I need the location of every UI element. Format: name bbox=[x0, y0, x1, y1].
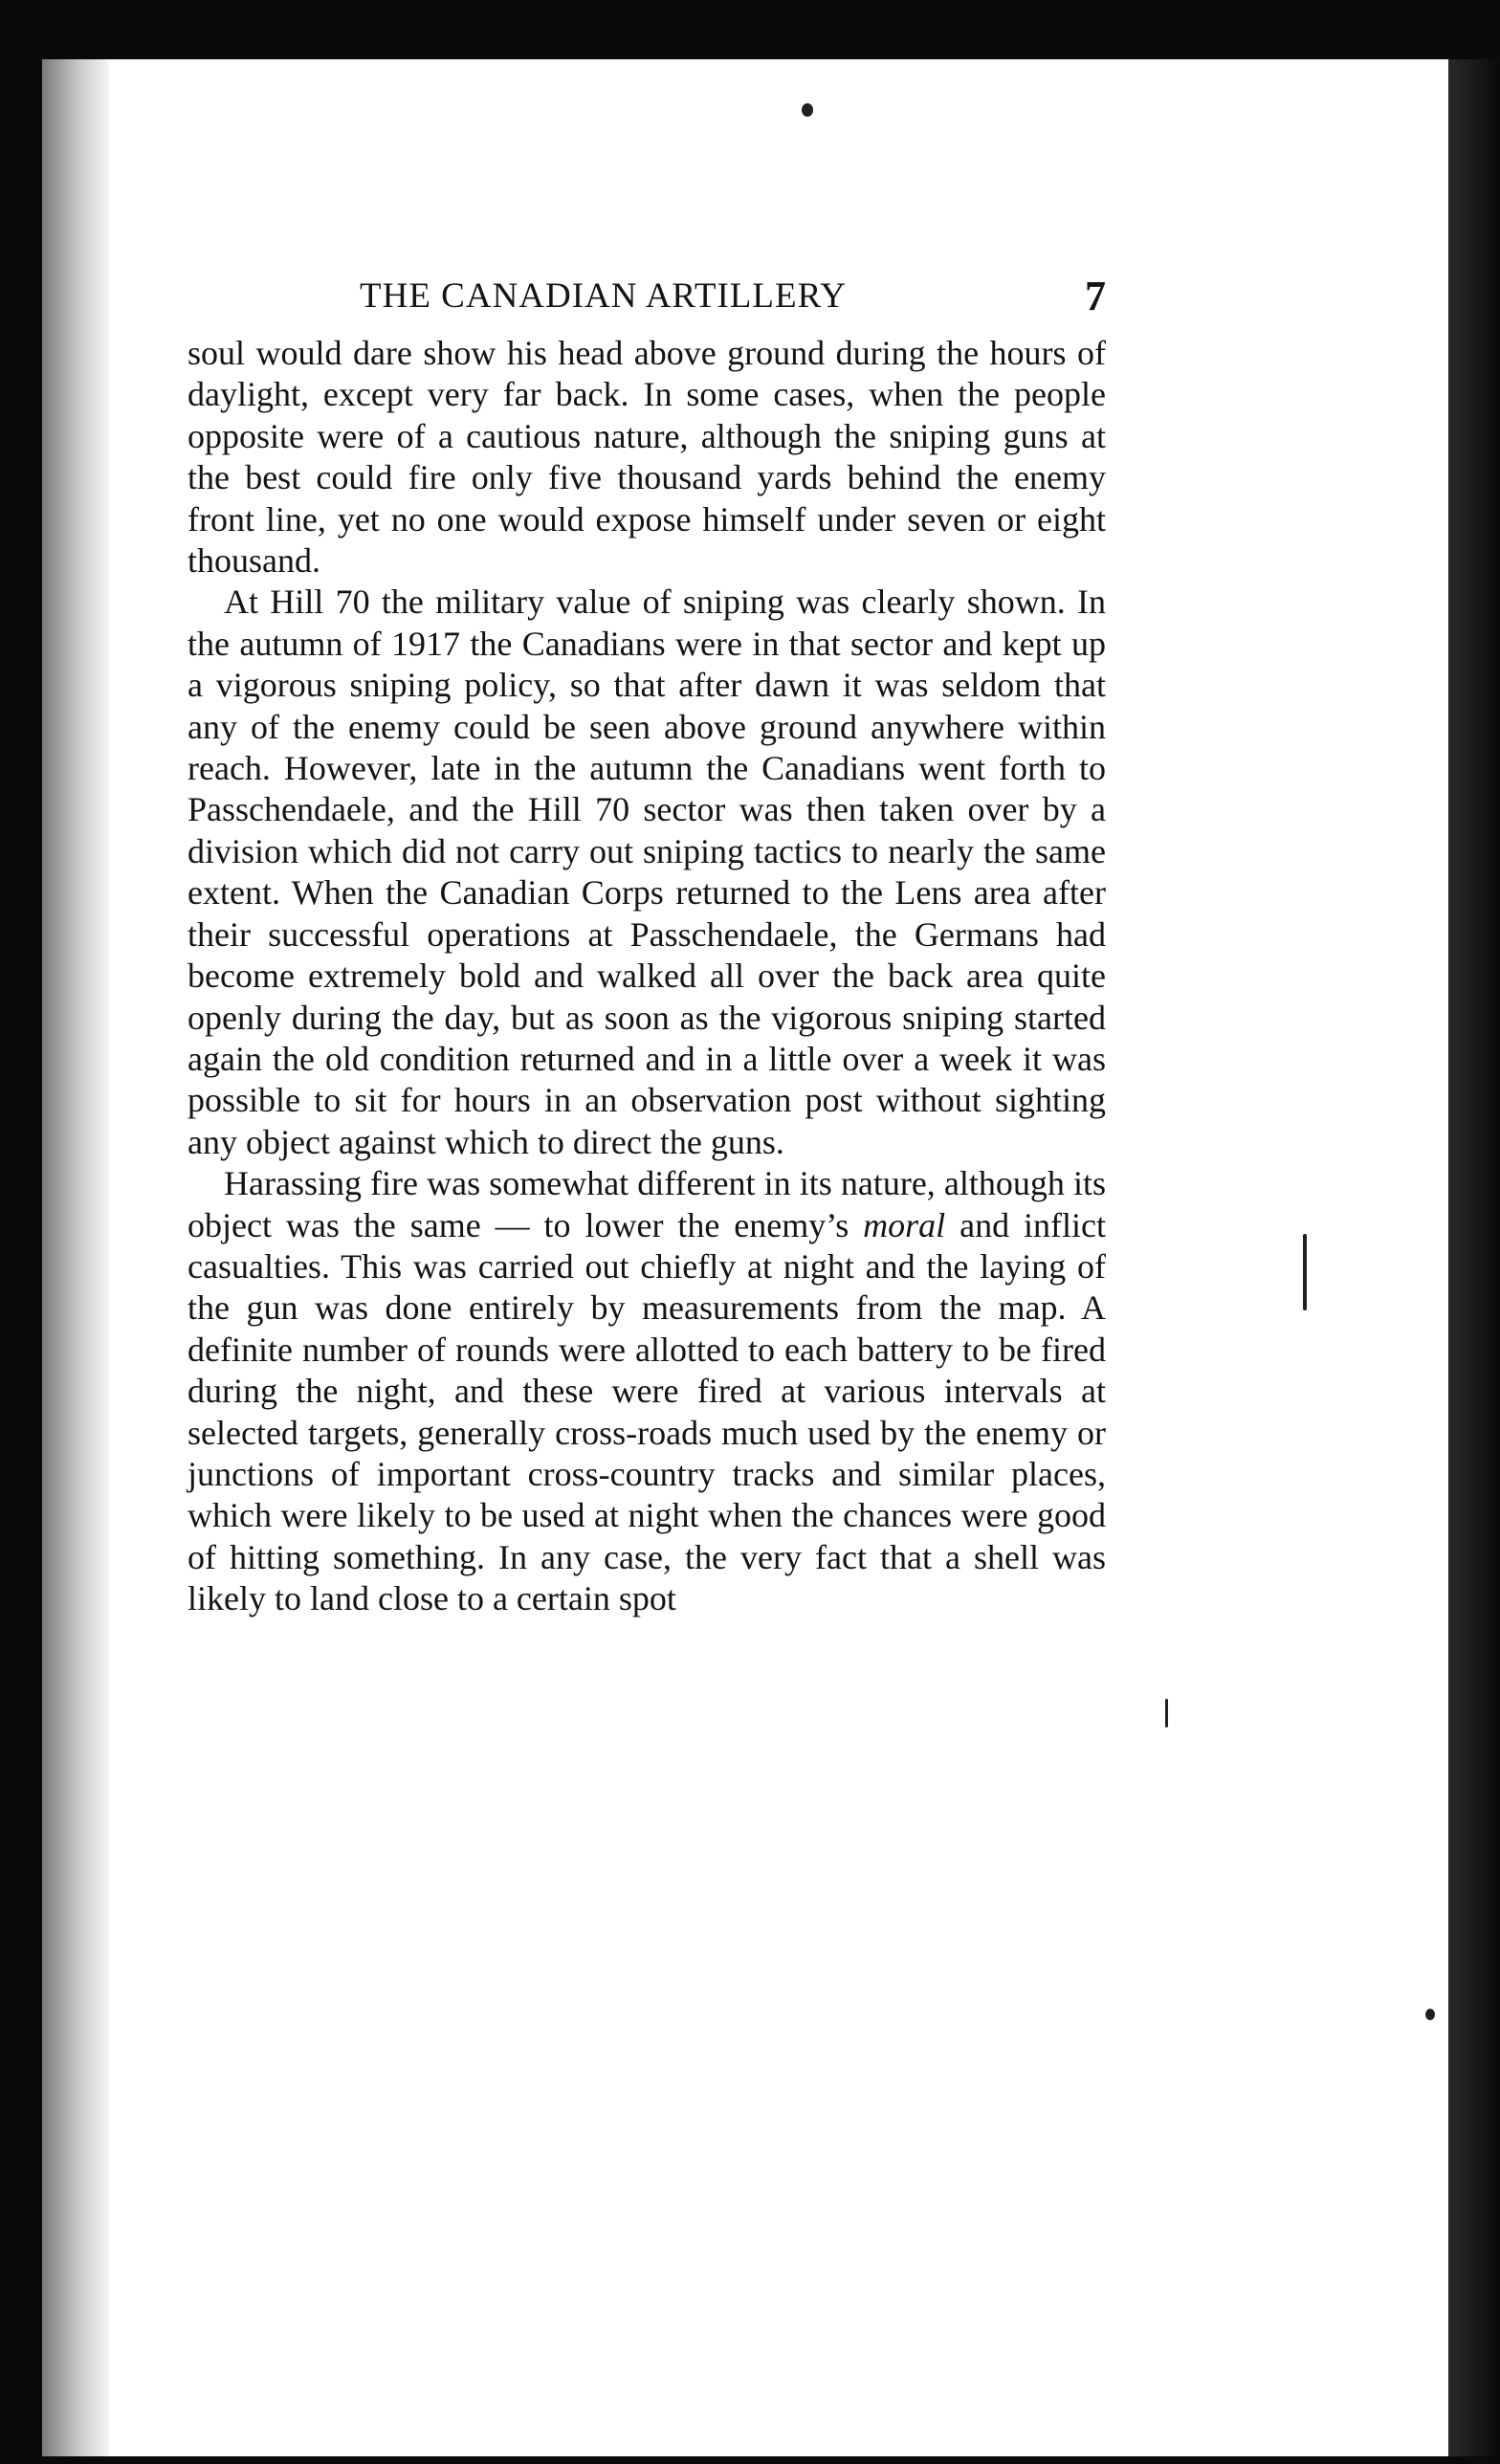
running-header bbox=[188, 256, 1106, 333]
paragraph-3-text-end: and inflict casualties. This was carried out chiefly at night and the laying of the gun was done entirely by measurements from the map. A definite number of rounds were allotted to each battery to be fired during the night, and these were fired at various intervals at selected targets, generally cross-roads much used by the enemy or junctions of important cross-country tracks and similar places, which were likely to be used at night when the chances were good of hitting something. In any case, the very fact that a shell was likely to land close to a certain spot bbox=[188, 1205, 1106, 1618]
page-number: 7 bbox=[1085, 273, 1106, 319]
scan-speck bbox=[1303, 1234, 1307, 1310]
binding-gutter-shadow bbox=[42, 59, 109, 2456]
paragraph-1: soul would dare show his head above ground during the hours of daylight, except very far back. In some cases, when the people opposite were of a cautious nature, although the sniping guns at the best could fire only five thousand yards behind the enemy front line, yet no one would expose himself under seven or eight thousand. bbox=[188, 334, 1106, 581]
text-column bbox=[188, 256, 1106, 1620]
italic-word: moral bbox=[863, 1205, 946, 1244]
paragraph-3 bbox=[188, 1163, 1106, 1619]
scan-speck bbox=[1425, 2009, 1435, 2020]
scan-speck bbox=[802, 103, 813, 117]
paragraph-2: At Hill 70 the military value of sniping was clearly shown. In the autumn of 1917 the Canadians were in that sector and kept up a vigorous sniping policy, so that after dawn it was seldom that any of the enemy could be seen above ground anywhere within reach. However, late in the autumn the Canadians went forth to Passchendaele, and the Hill 70 sector was then taken over by a division which did not carry out sniping tactics to nearly the same extent. When the Canadian Corps returned to the Lens area after their successful operations at Passchendaele, the Germans had become extremely bold and walked all over the back area quite openly during the day, but as soon as the vigorous sniping started again the old condition returned and in a little over a week it was possible to sit for hours in an observation post without sighting any object against which to direct the guns. bbox=[188, 583, 1106, 1161]
page-edge-dark bbox=[1448, 59, 1500, 2456]
running-title: THE CANADIAN ARTILLERY bbox=[360, 276, 847, 316]
scan-speck bbox=[1165, 1699, 1168, 1727]
paragraph-3-text-start: Harassing fire was somewhat different in its nature, although its object was the same — to lower the enemy’s bbox=[188, 1164, 1106, 1244]
